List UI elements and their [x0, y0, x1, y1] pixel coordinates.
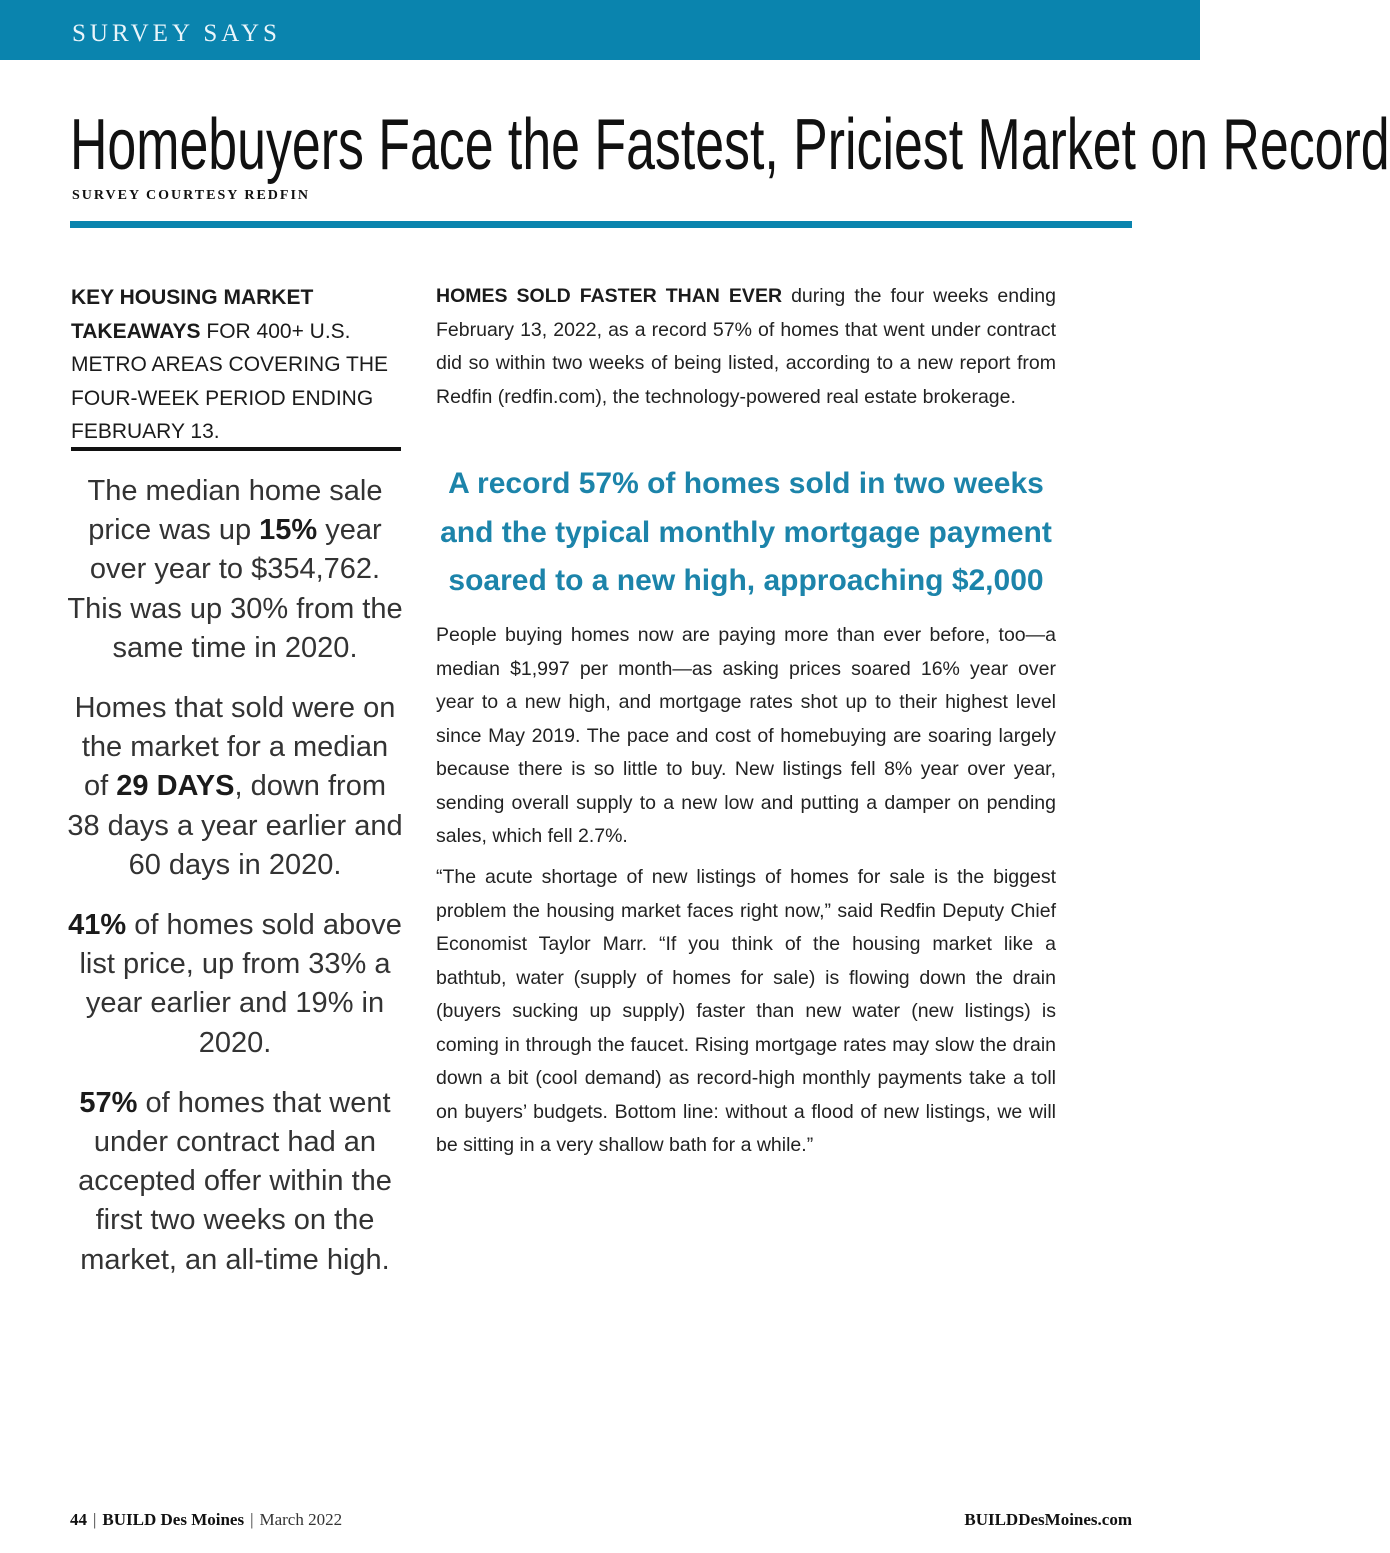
article-headline: Homebuyers Face the Fastest, Priciest Market on Record	[70, 105, 1390, 185]
article-paragraph-quote: “The acute shortage of new listings of homes for sale is the biggest problem the housing market faces right now,” said Redfin Deputy Chief Economist Taylor Marr. “If you think of the housing market like a bathtub, water (supply of homes for sale) is flowing down the drain (buyers sucking up supply) faster than new water (new listings) is coming in through the faucet. Rising mortgage rates may slow the drain down a bit (cool demand) as record-high monthly payments take a toll on buyers’ budgets. Bottom line: without a flood of new listings, we will be sitting in a very shallow bath for a while.”	[436, 866, 1056, 1156]
lead-in: HOMES SOLD FASTER THAN EVER	[436, 285, 783, 307]
issue-date: March 2022	[259, 1510, 343, 1529]
stat-figure: 29 DAYS	[116, 770, 235, 803]
stat-text: The median home sale price was up	[87, 475, 383, 547]
stat-two-weeks	[66, 1084, 404, 1280]
stat-text: of homes sold above list price, up from 33% a year earlier and 19% in 2020.	[79, 909, 402, 1059]
paragraph-text: during the four weeks ending February 13, 2022, as a record 57% of homes that went under contract did so within two weeks of being listed, according to a new report from Redfin (redfin.com), the technology-powered real estate brokerage.	[436, 285, 1056, 408]
section-label: SURVEY SAYS	[72, 20, 281, 47]
stat-text: Homes that sold were on the market for a median of	[74, 692, 396, 803]
stat-figure: 41%	[68, 909, 127, 942]
key-takeaways-rest: FOR 400+ U.S. METRO AREAS COVERING THE FOUR-WEEK PERIOD ENDING FEBRUARY 13.	[71, 319, 388, 443]
headline-divider	[70, 221, 1132, 228]
stat-text: year over year to $354,762. This was up 30% from the same time in 2020.	[67, 514, 403, 664]
article-paragraph-intro	[436, 280, 1056, 414]
article-paragraph-payments: People buying homes now are paying more than ever before, too—a median $1,997 per month—as asking prices soared 16% year over year to a new high, and mortgage rates shot up to their highest level since May 2019. The pace and cost of homebuying are soaring largely because there is so little to buy. New listings fell 8% year over year, sending overall supply to a new low and putting a damper on pending sales, which fell 2.7%.	[436, 624, 1056, 847]
stat-median-price	[66, 472, 404, 668]
stat-above-list	[66, 906, 404, 1063]
stat-days-on-market	[66, 689, 404, 885]
publication-name: BUILD Des Moines	[102, 1510, 245, 1529]
survey-credit: SURVEY COURTESY REDFIN	[72, 188, 311, 203]
pull-quote: A record 57% of homes sold in two weeks and the typical monthly mortgage payment soared to a new high, approaching $2,000	[440, 467, 1052, 597]
stat-figure: 57%	[79, 1086, 138, 1119]
footer-separator: |	[93, 1510, 97, 1529]
key-takeaways-heading	[71, 281, 406, 449]
key-takeaways-bold: KEY HOUSING MARKET TAKEAWAYS	[71, 286, 314, 343]
sidebar-divider	[71, 447, 401, 451]
footer-separator: |	[250, 1510, 254, 1529]
stat-text: of homes that went under contract had an accepted offer within the first two weeks on the market, an all-time high.	[78, 1086, 392, 1276]
stats-list	[66, 472, 404, 1301]
stat-figure: 15%	[259, 514, 318, 547]
page-number: 44	[70, 1510, 87, 1529]
stat-text: , down from 38 days a year earlier and 60 days in 2020.	[67, 770, 403, 881]
website-link[interactable]: BUILDDesMoines.com	[964, 1510, 1132, 1529]
page-footer	[70, 1510, 342, 1530]
